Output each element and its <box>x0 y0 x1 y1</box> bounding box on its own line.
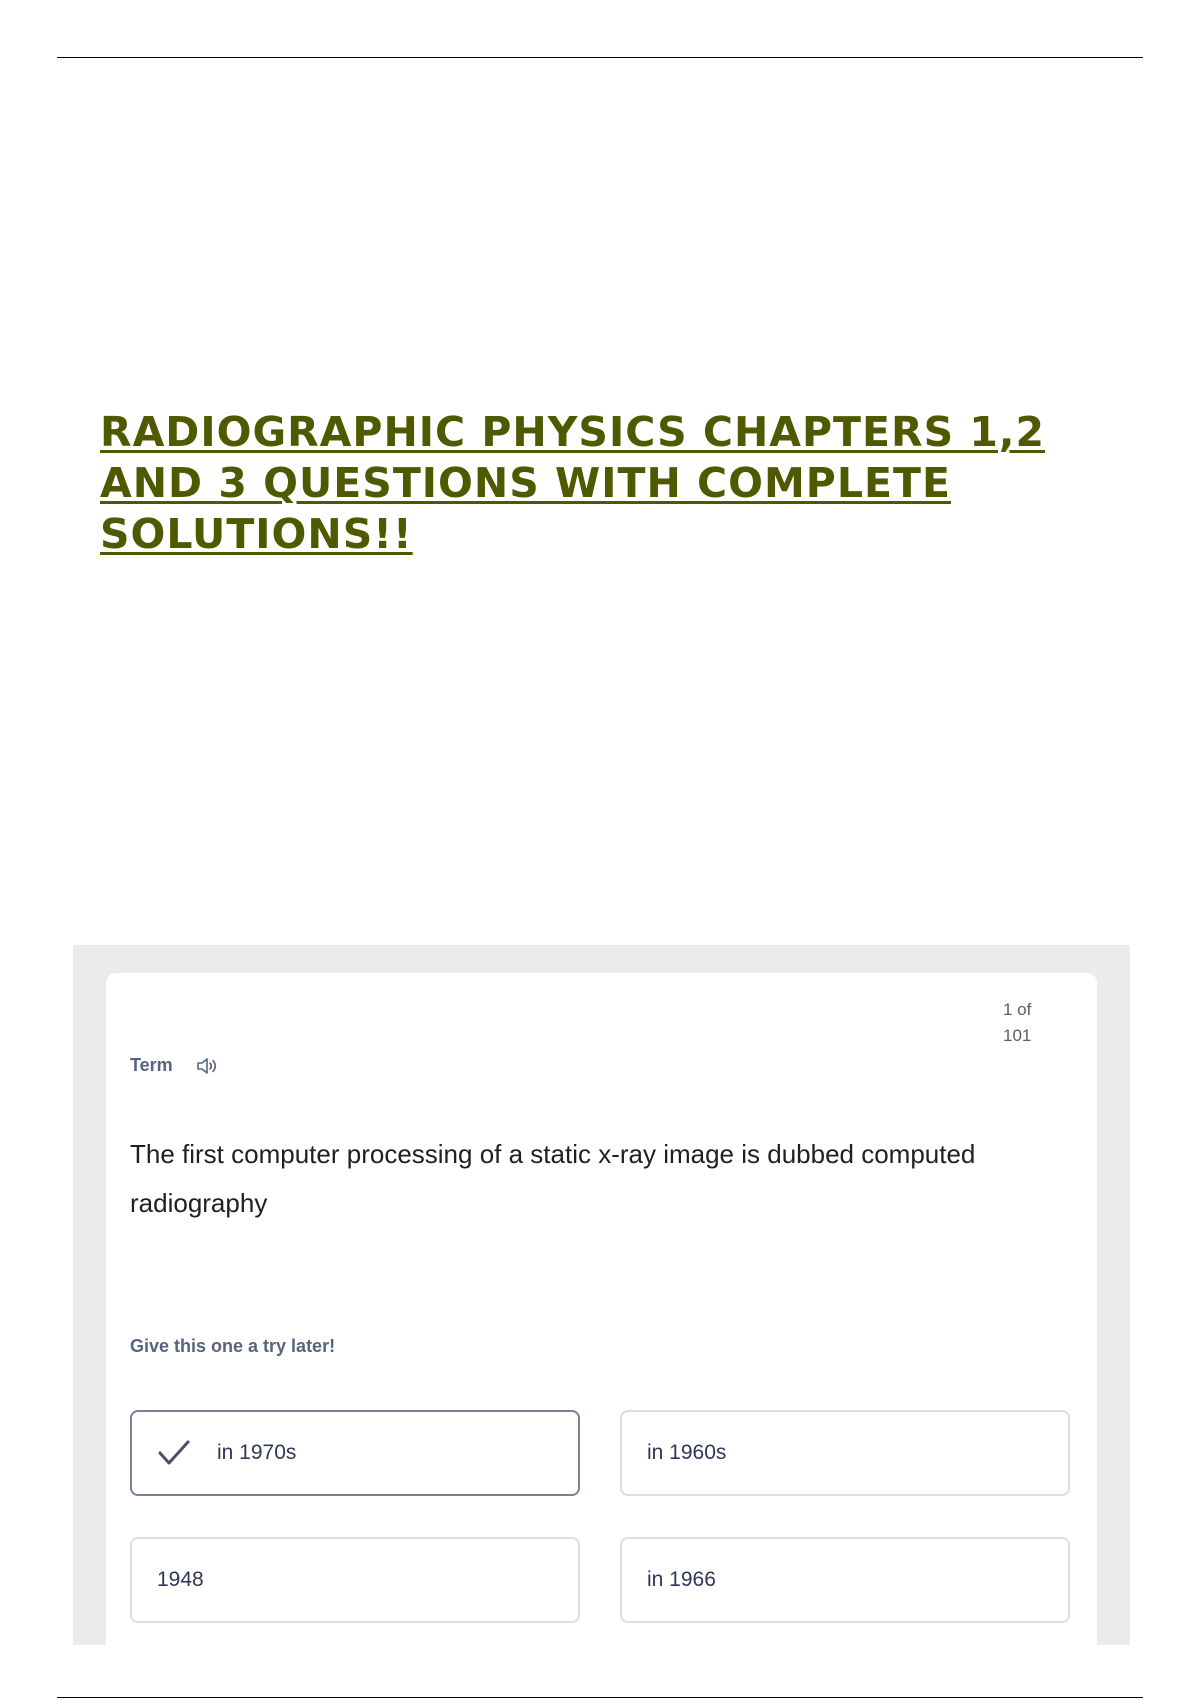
answer-option-label: 1948 <box>157 1568 204 1591</box>
question-text: The first computer processing of a static x-ray image is dubbed computed radiography <box>130 1139 976 1218</box>
flashcard-screenshot <box>73 945 1130 1645</box>
answer-option-3[interactable] <box>130 1537 580 1623</box>
flashcard <box>106 973 1097 1653</box>
try-later-hint: Give this one a try later! <box>130 1336 336 1356</box>
answer-option-label: in 1966 <box>647 1568 716 1591</box>
answer-option-4[interactable] <box>620 1537 1070 1623</box>
answer-option-2[interactable] <box>620 1410 1070 1496</box>
answer-option-label: in 1970s <box>217 1441 297 1464</box>
speaker-icon[interactable] <box>195 1056 219 1076</box>
checkmark-icon <box>157 1438 191 1468</box>
answer-option-1[interactable] <box>130 1410 580 1496</box>
top-divider <box>57 57 1143 58</box>
term-label: Term <box>130 1055 173 1075</box>
document-title: RADIOGRAPHIC PHYSICS CHAPTERS 1,2 AND 3 QUESTIONS WITH COMPLETE SOLUTIONS!! <box>100 408 1046 558</box>
answer-option-label: in 1960s <box>647 1441 727 1464</box>
card-counter: 1 of 101 <box>1003 1000 1032 1045</box>
bottom-divider <box>57 1697 1143 1698</box>
term-header <box>130 1055 219 1076</box>
